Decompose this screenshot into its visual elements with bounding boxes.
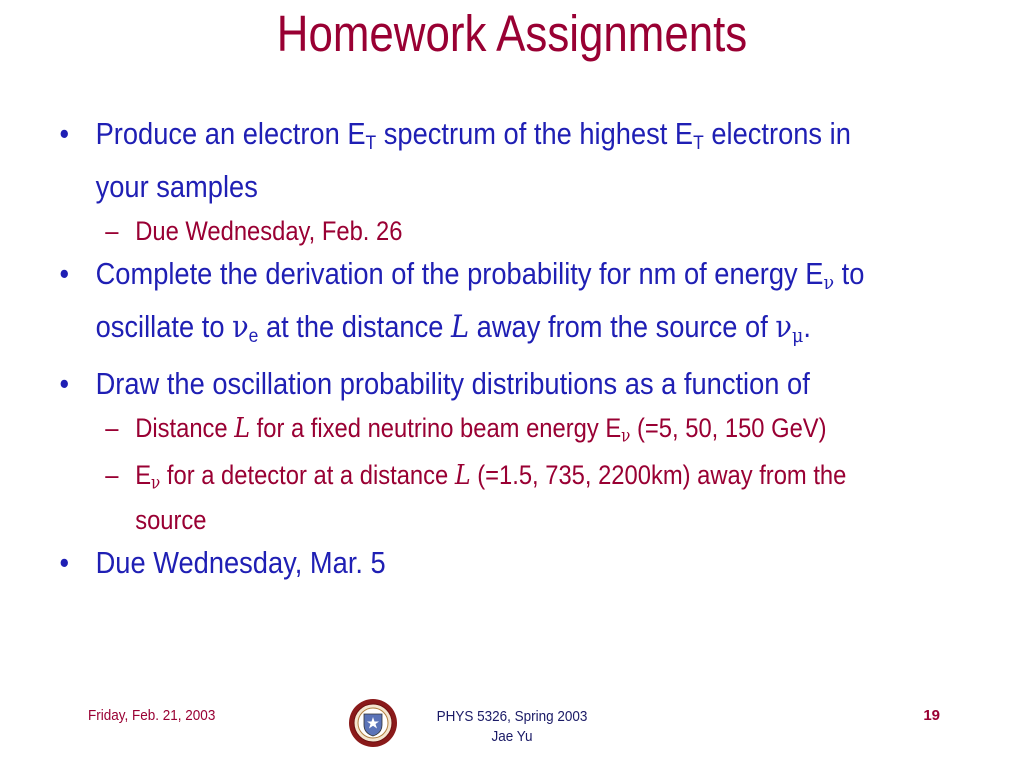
bullet-text: spectrum of the highest E	[376, 116, 694, 151]
bullet-text: Complete the derivation of the probability for nm of energy E	[95, 255, 824, 291]
slide-body	[56, 112, 883, 589]
dash-marker: –	[105, 460, 119, 491]
bullet-text: to oscillate to	[95, 255, 865, 344]
nu-symbol: ν	[621, 426, 631, 447]
script-l-symbol: L	[454, 460, 471, 492]
nu-symbol: ν	[151, 473, 161, 494]
sub-bullet-text: Distance	[135, 412, 235, 443]
bullet-text: Due Wednesday, Mar. 5	[95, 545, 386, 581]
bullet-text: away from the source of	[469, 308, 776, 344]
bullet-marker: •	[59, 545, 70, 581]
sub-bullet-energy	[56, 457, 883, 539]
slide-title: Homework Assignments	[276, 5, 748, 62]
subscript: T	[693, 131, 704, 154]
footer-course-info	[422, 707, 602, 747]
bullet-due-mar5	[56, 541, 883, 585]
university-seal-icon	[348, 698, 398, 748]
bullet-marker: •	[59, 116, 70, 151]
script-l-symbol: L	[450, 308, 470, 345]
bullet-draw-distributions	[56, 362, 883, 406]
bullet-text: .	[803, 308, 811, 344]
sub-bullet-text: for a fixed neutrino beam energy E	[250, 412, 622, 443]
bullet-text: Produce an electron E	[95, 116, 366, 151]
sub-bullet-text: (=1.5, 735, 2200km) away from the source	[135, 460, 847, 536]
sub-bullet-text: Due Wednesday, Feb. 26	[135, 215, 403, 246]
sub-bullet-text: (=5, 50, 150 GeV)	[630, 412, 827, 443]
bullet-electron-spectrum	[56, 112, 883, 209]
nu-symbol: ν	[775, 308, 792, 345]
subscript: T	[365, 131, 377, 154]
bullet-text: electrons in your samples	[95, 116, 851, 204]
nu-symbol: ν	[232, 308, 249, 345]
nu-symbol: ν	[823, 270, 835, 294]
sub-bullet-text: for a detector at a distance	[160, 460, 455, 491]
bullet-text: at the distance	[258, 308, 451, 344]
bullet-marker: •	[59, 365, 70, 401]
dash-marker: –	[105, 412, 119, 443]
footer-course: PHYS 5326, Spring 2003	[436, 708, 588, 725]
sub-bullet-distance	[56, 410, 883, 455]
footer-author: Jae Yu	[491, 728, 533, 745]
sub-bullet-due-feb26	[56, 213, 883, 250]
sub-bullet-text: E	[135, 460, 152, 491]
mu-symbol: μ	[791, 323, 804, 347]
bullet-marker: •	[59, 255, 70, 291]
subscript: e	[248, 324, 259, 347]
bullet-derivation	[56, 252, 883, 358]
bullet-text: Draw the oscillation probability distributions as a function of	[95, 365, 810, 401]
slide-number: 19	[923, 707, 940, 724]
footer-date: Friday, Feb. 21, 2003	[88, 707, 216, 724]
dash-marker: –	[105, 215, 119, 246]
script-l-symbol: L	[234, 412, 251, 444]
